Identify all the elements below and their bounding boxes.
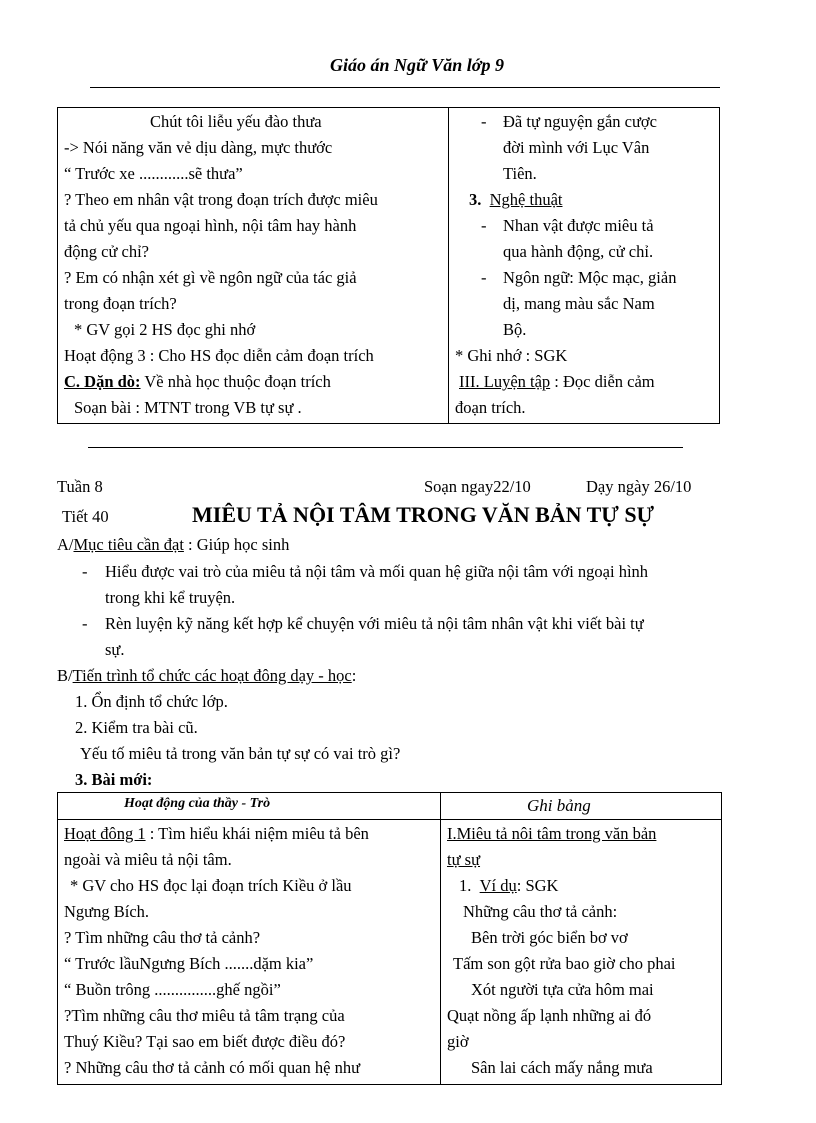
teach-date: Dạy ngày 26/10 [586,477,692,496]
activity-3-label: Hoạt động 3 [64,346,146,365]
section-divider [88,447,683,448]
week-label: Tuần 8 [57,477,103,496]
art-heading [469,190,562,210]
homework-line [64,372,331,392]
example-label: Ví dụ [479,876,517,895]
bullet-dash: - [481,268,487,287]
page-header-title: Giáo án Ngữ Văn lớp 9 [330,55,504,75]
practice-line [459,372,655,392]
top-left-line: trong đoạn trích? [64,294,177,313]
practice-text: : Đọc diễn cảm [554,372,655,391]
bottom-left-line: Thuý Kiều? Tại sao em biết được điều đó? [64,1032,346,1051]
activity-1-label: Hoạt đông 1 [64,824,146,843]
top-left-line: Chút tôi liễu yếu đào thưa [150,112,322,131]
goal-line: Rèn luyện kỹ năng kết hợp kể chuyện với miêu tả nội tâm nhân vật khi viết bài tự [105,614,644,633]
activity-1-line [64,824,369,844]
section-heading-2-text: tự sự [447,850,481,869]
activity-3-text: : Cho HS đọc diễn cảm đoạn trích [145,346,374,365]
top-right-line: Tiên. [503,164,537,183]
lesson-number: Tiết 40 [62,507,109,526]
bottom-left-cell [58,820,441,1085]
header-rule [90,87,720,88]
bottom-head-right [441,793,722,820]
objectives-label: Mục tiêu cần đạt [73,535,184,554]
top-left-line: “ Trước xe ............sẽ thưa” [64,164,243,183]
activity-1-text: : Tìm hiểu khái niệm miêu tả bên [145,824,369,843]
section-heading-2 [447,850,480,870]
top-table-left-cell [58,108,449,424]
objectives-text: : Giúp học sinh [183,535,290,554]
bottom-left-line: “ Trước lầuNgưng Bích .......dặm kia” [64,954,314,973]
top-left-line: tả chủ yếu qua ngoại hình, nội tâm hay hành [64,216,357,235]
section-heading-1-text: I.Miêu tả nôi tâm trong văn bản [447,824,657,843]
top-table-right-cell [449,108,720,424]
top-right-line: Ngôn ngữ: Mộc mạc, giản [503,268,677,287]
prepare-date: Soạn ngay22/10 [424,477,531,496]
bottom-right-line: Sân lai cách mấy nắng mưa [471,1058,653,1077]
bullet-dash: - [82,614,88,633]
top-right-line: Đã tự nguyện gắn cược [503,112,657,131]
top-right-line: qua hành động, cử chỉ. [503,242,654,261]
board-notes-header: Ghi bảng [527,796,591,815]
step-line: 2. Kiểm tra bài cũ. [75,718,198,737]
bullet-dash: - [481,216,487,235]
bottom-right-line: Bên trời góc biển bơ vơ [471,928,628,947]
objectives-prefix: A/ [57,535,74,554]
process-suffix: : [351,666,357,685]
step-line: 3. Bài mới: [75,770,153,789]
top-left-line: ? Em có nhận xét gì về ngôn ngữ của tác giả [64,268,357,287]
example-heading [459,876,558,896]
art-heading-number: 3. [469,190,482,209]
bottom-right-line: giờ [447,1032,469,1051]
top-left-line: * GV gọi 2 HS đọc ghi nhớ [74,320,256,339]
art-heading-label: Nghệ thuật [489,190,563,209]
top-right-line: dị, mang màu sắc Nam [503,294,655,313]
section-heading-1 [447,824,656,844]
goal-line: trong khi kể truyện. [105,588,236,607]
top-table [57,107,720,424]
top-left-line: -> Nói năng văn vẻ dịu dàng, mực thước [64,138,333,157]
bottom-right-line: Những câu thơ tả cảnh: [463,902,618,921]
bottom-right-line: Tấm son gột rửa bao giờ cho phai [453,954,676,973]
bottom-left-line: ?Tìm những câu thơ miêu tả tâm trạng của [64,1006,345,1025]
homework-label: C. Dặn dò: [64,372,141,391]
step-line: Yếu tố miêu tả trong văn bản tự sự có vai trò gì? [80,744,401,763]
bottom-left-line: “ Buồn trông ...............ghế ngồi” [64,980,281,999]
activity-3-line [64,346,374,366]
bottom-right-line: Xót người tựa cửa hôm mai [471,980,654,999]
process-heading [57,666,356,686]
lesson-title: MIÊU TẢ NỘI TÂM TRONG VĂN BẢN TỰ SỰ [192,502,655,527]
prepare-line: Soạn bài : MTNT trong VB tự sự . [74,398,302,417]
bottom-table [57,792,722,1085]
process-label: Tiến trình tổ chức các hoạt đông dạy - học [72,666,352,685]
example-text: : SGK [516,876,559,895]
bullet-dash: - [481,112,487,131]
memo-line: * Ghi nhớ : SGK [455,346,568,365]
homework-text: Về nhà học thuộc đoạn trích [140,372,331,391]
teacher-student-header: Hoạt động của thầy - Trò [124,796,271,811]
bottom-right-line: Quạt nồng ấp lạnh những ai đó [447,1006,652,1025]
example-number: 1. [459,876,472,895]
bottom-left-line: * GV cho HS đọc lại đoạn trích Kiều ở lầu [70,876,352,895]
top-left-line: động cử chỉ? [64,242,149,261]
top-left-line: ? Theo em nhân vật trong đoạn trích được miêu [64,190,378,209]
goal-line: sự. [105,640,125,659]
top-right-line: đời mình với Lục Vân [503,138,650,157]
bottom-head-left [58,793,441,820]
practice-label: III. Luyện tập [459,372,551,391]
bottom-left-line: ? Những câu thơ tả cảnh có mối quan hệ như [64,1058,361,1077]
bottom-left-line: Ngưng Bích. [64,902,150,921]
step-line: 1. Ổn định tổ chức lớp. [75,692,228,711]
objectives-heading [57,535,289,555]
bottom-left-line: ngoài và miêu tả nội tâm. [64,850,232,869]
goal-line: Hiểu được vai trò của miêu tả nội tâm và mối quan hệ giữa nội tâm với ngoại hình [105,562,649,581]
practice-line-2: đoạn trích. [455,398,526,417]
bullet-dash: - [82,562,88,581]
top-right-line: Bộ. [503,320,527,339]
top-right-line: Nhan vật được miêu tả [503,216,654,235]
bottom-right-cell [441,820,722,1085]
bottom-left-line: ? Tìm những câu thơ tả cảnh? [64,928,261,947]
process-prefix: B/ [57,666,73,685]
